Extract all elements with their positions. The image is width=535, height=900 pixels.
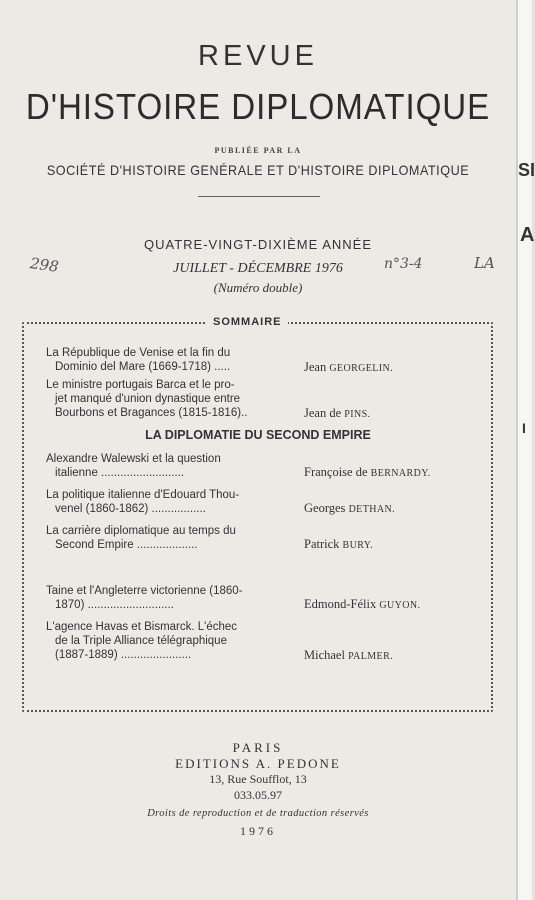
journal-title: D'HISTOIRE DIPLOMATIQUE [25,86,491,127]
toc-entry-title [46,524,294,552]
toc-title-line: italienne .......................... [55,467,185,479]
toc-title-line: La politique italienne d'Edouard Thou- [46,489,240,501]
section-heading: LA DIPLOMATIE DU SECOND EMPIRE [145,428,371,442]
author-last-name: GEORGELIN. [329,363,394,374]
toc-title-line: de la Triple Alliance télégraphique [55,635,227,647]
handwritten-shelf-number: 298 [28,254,60,276]
toc-entry-author [304,406,370,421]
title-divider [198,196,320,197]
toc-entry-author [304,501,395,516]
toc-title-line: venel (1860-1862) ................. [55,503,206,515]
toc-entry-author [304,537,373,552]
author-first-name: Michael [304,648,349,662]
society-name: SOCIÉTÉ D'HISTOIRE GENÉRALE ET D'HISTOIRE DIPLOMATIQUE [46,162,470,178]
edge-text-fragment: SI [518,160,535,180]
issue-year-ordinal: QUATRE-VINGT-DIXIÈME ANNÉE [143,237,372,252]
toc-title-line: 1870) ........................... [55,599,174,611]
toc-title-line: (1887-1889) ...................... [55,649,192,661]
rights-notice: Droits de reproduction et de traduction réservés [147,808,369,819]
publication-year: 1976 [240,824,276,838]
author-first-name: Jean [304,360,330,374]
revue-heading: REVUE [198,40,318,72]
author-last-name: PINS. [344,409,371,420]
author-last-name: GUYON. [379,600,421,611]
author-first-name: Patrick [304,537,343,551]
toc-entry-title [46,452,294,480]
published-by-line: PUBLIÉE PAR LA [214,146,302,155]
toc-entry-title [46,378,294,420]
handwritten-initials: LA [474,254,495,272]
author-last-name: BURY. [342,540,373,551]
toc-title-line: L'agence Havas et Bismarck. L'échec [46,621,238,633]
toc-title-line: jet manqué d'union dynastique entre [55,393,241,405]
author-first-name: Françoise de [304,465,371,479]
publisher-phone: 033.05.97 [234,788,282,802]
toc-entry-author [304,465,430,480]
toc-title-line: Dominio del Mare (1669-1718) ..... [55,361,231,373]
author-last-name: DETHAN. [348,504,395,515]
toc-title-line: Bourbons et Bragances (1815-1816).. [55,407,248,419]
toc-title-line: Second Empire ................... [55,539,198,551]
toc-entry-title [46,620,294,662]
author-last-name: BERNARDY. [370,468,431,479]
author-first-name: Georges [304,501,349,515]
toc-title-line: La République de Venise et la fin du [46,347,231,359]
toc-entry-title [46,584,294,612]
toc-title-line: La carrière diplomatique au temps du [46,525,236,537]
publisher-name: EDITIONS A. PEDONE [175,756,341,771]
adjacent-page-edge [516,0,535,900]
issue-double-note: (Numéro double) [213,280,303,295]
toc-entry-title [46,346,294,374]
author-first-name: Jean de [304,406,345,420]
publisher-address: 13, Rue Soufflot, 13 [209,772,307,786]
edge-text-fragment: I [522,420,526,436]
toc-title-line: Alexandre Walewski et la question [46,453,221,465]
toc-entry-author [304,360,393,375]
author-last-name: PALMER. [348,651,394,662]
toc-entry-author [304,648,393,663]
toc-entry-title [46,488,294,516]
toc-title-line: Le ministre portugais Barca et le pro- [46,379,235,391]
sommaire-label: SOMMAIRE [207,316,288,328]
author-first-name: Edmond-Félix [304,597,380,611]
toc-entry-author [304,597,420,612]
issue-date: JUILLET - DÉCEMBRE 1976 [173,261,343,276]
handwritten-issue-number: n°3-4 [384,256,423,272]
toc-title-line: Taine et l'Angleterre victorienne (1860- [46,585,243,597]
edge-text-fragment: A [520,224,535,246]
publisher-city: PARIS [232,740,284,755]
